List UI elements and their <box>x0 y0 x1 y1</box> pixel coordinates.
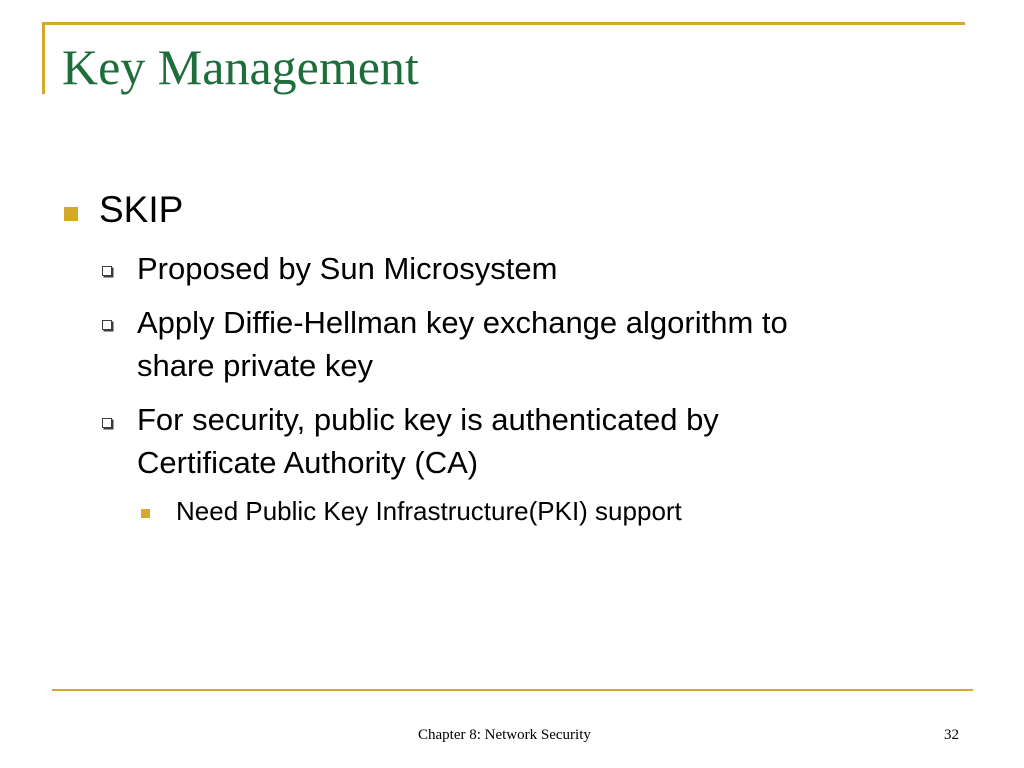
square-bullet-icon <box>64 207 78 221</box>
frame-top-rule <box>42 22 965 25</box>
slide-title: Key Management <box>62 39 419 95</box>
footer-rule <box>52 689 973 691</box>
hollow-square-bullet-icon <box>102 418 112 428</box>
square-bullet-icon <box>141 509 150 518</box>
bullet-proposed-by: Proposed by Sun Microsystem <box>137 251 558 286</box>
bullet-apply-dh-line-1: Apply Diffie-Hellman key exchange algorithm to <box>137 305 788 340</box>
bullet-pki-support: Need Public Key Infrastructure(PKI) support <box>176 496 682 526</box>
bullet-skip: SKIP <box>99 189 184 230</box>
page-number: 32 <box>944 727 959 743</box>
hollow-square-bullet-icon <box>102 266 112 276</box>
bullet-security-line-2: Certificate Authority (CA) <box>137 445 479 480</box>
frame-left-rule <box>42 22 45 94</box>
hollow-square-bullet-icon <box>102 320 112 330</box>
bullet-security-line-1: For security, public key is authenticated by <box>137 402 719 437</box>
bullet-apply-dh-line-2: share private key <box>137 348 374 383</box>
footer-chapter: Chapter 8: Network Security <box>418 727 591 743</box>
